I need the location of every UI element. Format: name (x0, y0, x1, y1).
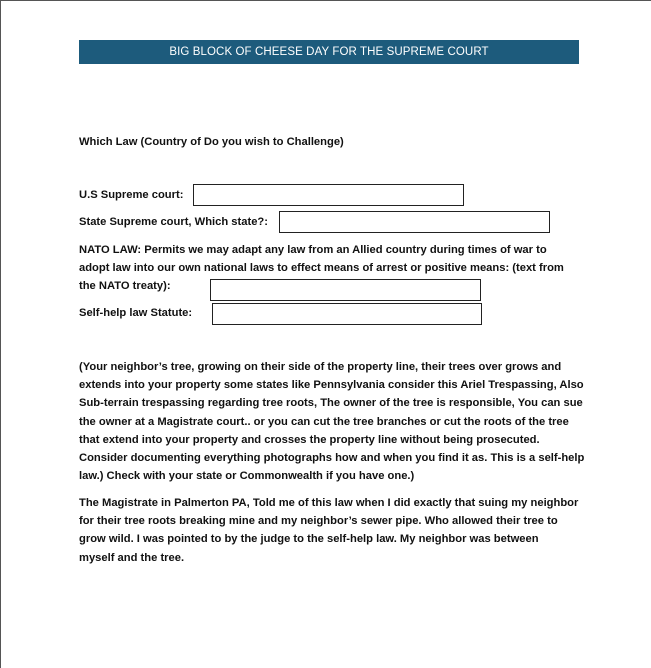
paragraph-line: the owner at a Magistrate court.. or you can cut the tree branches or cut the roots of the tree (79, 415, 569, 428)
tree-trespass-paragraph (79, 358, 589, 485)
paragraph-line: Consider documenting everything photographs how and when you find it as. This is a self-help (79, 452, 585, 465)
paragraph-line: for their tree roots breaking mine and my neighbor’s sewer pipe. Who allowed their tree to (79, 515, 558, 528)
nato-treaty-field[interactable] (210, 279, 481, 301)
us-supreme-court-field[interactable] (193, 184, 464, 206)
paragraph-line: (Your neighbor’s tree, growing on their side of the property line, their trees over grows and (79, 361, 562, 373)
magistrate-paragraph (79, 494, 589, 567)
paragraph-line: Sub-terrain trespassing regarding tree roots, The owner of the tree is responsible, You can sue (79, 397, 583, 410)
nato-law-text-line-2: adopt law into our own national laws to effect means of arrest or positive means: (text from (79, 262, 564, 274)
page-title-banner: BIG BLOCK OF CHEESE DAY FOR THE SUPREME COURT (79, 40, 579, 64)
paragraph-line: myself and the tree. (79, 551, 185, 564)
paragraph-line: that extend into your property and crosses the property line without being prosecuted. (79, 433, 540, 446)
paragraph-line: law.) Check with your state or Commonwealth if you have one.) (79, 470, 415, 483)
challenge-question: Which Law (Country of Do you wish to Challenge) (79, 136, 344, 148)
us-supreme-court-label: U.S Supreme court: (79, 189, 184, 201)
paragraph-line: The Magistrate in Palmerton PA, Told me of this law when I did exactly that suing my neighbor (79, 497, 579, 509)
paragraph-line: extends into your property some states like Pennsylvania consider this Ariel Trespassing, Also (79, 379, 584, 392)
state-supreme-court-label: State Supreme court, Which state?: (79, 216, 268, 228)
self-help-statute-field[interactable] (212, 303, 482, 325)
state-supreme-court-field[interactable] (279, 211, 550, 233)
nato-law-text-line-1: NATO LAW: Permits we may adapt any law from an Allied country during times of war to (79, 244, 547, 256)
self-help-statute-label: Self-help law Statute: (79, 307, 193, 319)
paragraph-line: grow wild. I was pointed to by the judge to the self-help law. My neighbor was between (79, 533, 539, 546)
nato-law-text-line-3: the NATO treaty): (79, 280, 171, 292)
